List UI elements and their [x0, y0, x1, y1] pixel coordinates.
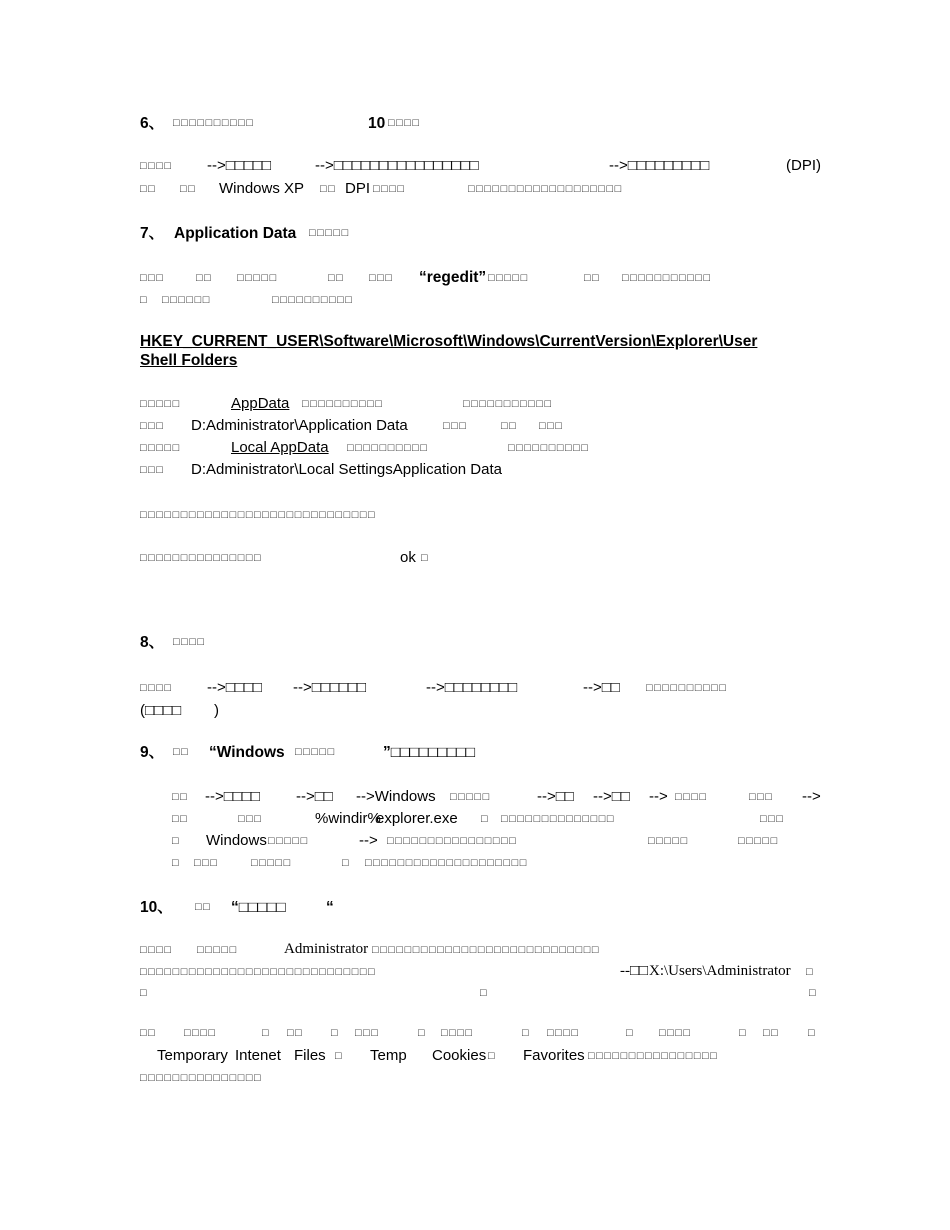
s9-line4-a: □ — [172, 857, 181, 869]
s9-line3-windows: Windows — [206, 832, 267, 849]
heading-9-d: ”□□□□□□□□□ — [383, 744, 476, 761]
s9-line2-b: □□□ — [238, 813, 263, 825]
s10-line4-8: □ — [522, 1027, 531, 1039]
s7-line1-c: □□□□□ — [237, 272, 278, 284]
s10-line5-b: □ — [488, 1050, 497, 1062]
heading-7-title: Application Data — [174, 225, 297, 242]
s6-line1-d: -->□□□□□□□□□ — [609, 157, 710, 174]
s7-line2-a: □ — [140, 294, 149, 306]
s10-line4-6: □ — [418, 1027, 427, 1039]
s10-line4-2: □ — [262, 1027, 271, 1039]
s6-line2-b: □□ — [180, 183, 197, 195]
s10-line3-c: □ — [809, 987, 818, 999]
s9-line2-c: □ — [481, 813, 490, 825]
s7-r3-b: □□□□□□□□□□ — [347, 442, 429, 454]
s9-line2-a: □□ — [172, 813, 189, 825]
s10-line4-13: □□ — [763, 1027, 780, 1039]
s9-line1-f: -->□□ — [537, 788, 574, 805]
s10-line2-a: □□□□□□□□□□□□□□□□□□□□□□□□□□□□□ — [140, 966, 377, 978]
s7-r2-b: □□□ — [443, 420, 468, 432]
s10-line4-11: □□□□ — [659, 1027, 692, 1039]
s9-line1-k: --> — [802, 788, 821, 805]
heading-6-number: 6、 — [140, 115, 165, 132]
s7-line2-b: □□□□□□ — [162, 294, 211, 306]
s10-line4-14: □ — [808, 1027, 817, 1039]
heading-6-text2: □□□□ — [388, 117, 421, 129]
heading-7-number: 7、 — [140, 225, 165, 242]
s9-line3-f: □□□□□ — [738, 835, 779, 847]
s7-regedit: “regedit” — [419, 269, 487, 286]
s7-r3-a: □□□□□ — [140, 442, 181, 454]
s7-line1-e: □□□ — [369, 272, 394, 284]
s10-line4-4: □ — [331, 1027, 340, 1039]
s9-line1-g: -->□□ — [593, 788, 630, 805]
s8-line1-e: -->□□ — [583, 679, 620, 696]
s8-line1-f: □□□□□□□□□□ — [646, 682, 728, 694]
s10-line3-b: □ — [480, 987, 489, 999]
s10-line4-9: □□□□ — [547, 1027, 580, 1039]
s6-line2-a: □□ — [140, 183, 157, 195]
s10-line4-12: □ — [739, 1027, 748, 1039]
s10-line4-3: □□ — [287, 1027, 304, 1039]
s10-line4-7: □□□□ — [441, 1027, 474, 1039]
s9-line1-a: □□ — [172, 791, 189, 803]
s7-r1-a: □□□□□ — [140, 398, 181, 410]
s7-r2-a: □□□ — [140, 420, 165, 432]
s6-line2-c: Windows XP — [219, 180, 305, 197]
s7-para2-b: □ — [421, 552, 430, 564]
heading-7-text: □□□□□ — [309, 227, 350, 239]
s7-line2-c: □□□□□□□□□□ — [272, 294, 354, 306]
s10-users-path: X:\Users\Administrator — [649, 963, 791, 979]
appdata-link: AppData — [231, 395, 290, 412]
s9-line1-c: -->□□ — [296, 788, 333, 805]
heading-6-text: □□□□□□□□□□ — [173, 117, 255, 129]
s9-line3-d: □□□□□□□□□□□□□□□□ — [387, 835, 518, 847]
s9-explorer-exe: explorer.exe — [376, 810, 458, 827]
local-appdata-path: D:Administrator\Local SettingsApplication Data — [191, 461, 502, 478]
s6-line2-d: □□ — [320, 183, 337, 195]
s9-line2-e: □□□ — [760, 813, 785, 825]
s9-line1-b: -->□□□□ — [205, 788, 260, 805]
heading-10-b: “□□□□□ — [231, 899, 286, 916]
heading-9-c: □□□□□ — [295, 746, 336, 758]
s9-line3-a: □ — [172, 835, 181, 847]
s9-line3-c: --> — [359, 832, 378, 849]
s10-temporary: Temporary — [157, 1047, 228, 1064]
registry-key-path: HKEY_CURRENT_USER\Software\Microsoft\Windows\CurrentVersion\Explorer\User — [140, 334, 758, 350]
s10-administrator: Administrator — [284, 941, 369, 957]
s10-line4-0: □□ — [140, 1027, 157, 1039]
s9-line1-i: □□□□ — [675, 791, 708, 803]
s10-files: Files — [294, 1047, 326, 1064]
s7-r1-b: □□□□□□□□□□ — [302, 398, 384, 410]
s8-line1-d: -->□□□□□□□□ — [426, 679, 518, 696]
s8-line2-a: (□□□□ — [140, 702, 182, 719]
s10-intenet: Intenet — [235, 1047, 281, 1064]
s7-line1-b: □□ — [196, 272, 213, 284]
heading-6-num: 10 — [368, 115, 386, 132]
s7-r4-a: □□□ — [140, 464, 165, 476]
s8-line1-c: -->□□□□□□ — [293, 679, 367, 696]
s9-line1-j: □□□ — [749, 791, 774, 803]
s8-line1-b: -->□□□□ — [207, 679, 262, 696]
heading-10-a: □□ — [195, 901, 212, 913]
s10-line4-1: □□□□ — [184, 1027, 217, 1039]
appdata-path: D:Administrator\Application Data — [191, 417, 408, 434]
s6-line1-b: -->□□□□□ — [207, 157, 272, 174]
heading-9-windows: “Windows — [209, 744, 285, 761]
local-appdata-link: Local AppData — [231, 439, 329, 456]
heading-8-number: 8、 — [140, 634, 165, 651]
s10-line2-b: --□□ — [620, 963, 649, 979]
heading-9-number: 9、 — [140, 744, 165, 761]
s10-line1-b: □□□□□ — [197, 944, 238, 956]
s9-line2-d: □□□□□□□□□□□□□□ — [501, 813, 616, 825]
s9-line4-c: □□□□□ — [251, 857, 292, 869]
s6-line2-e: DPI — [345, 180, 371, 197]
registry-key-path-cont: Shell Folders — [140, 352, 238, 369]
s6-line1-e: (DPI) — [786, 157, 821, 174]
s7-r3-c: □□□□□□□□□□ — [508, 442, 590, 454]
s7-r2-c: □□ — [501, 420, 518, 432]
s7-line1-f: □□□□□ — [488, 272, 529, 284]
heading-10-number: 10、 — [140, 899, 173, 916]
s10-line4-5: □□□ — [355, 1027, 380, 1039]
s10-line5-a: □ — [335, 1050, 344, 1062]
s10-cookies: Cookies — [432, 1047, 487, 1064]
s9-windir: %windir% — [315, 810, 381, 827]
s7-line1-g: □□ — [584, 272, 601, 284]
s10-line1-a: □□□□ — [140, 944, 173, 956]
s10-favorites: Favorites — [523, 1047, 585, 1064]
s10-line3-a: □ — [140, 987, 149, 999]
s10-temp: Temp — [370, 1047, 407, 1064]
s10-line2-c: □ — [806, 966, 815, 978]
s7-r1-c: □□□□□□□□□□□ — [463, 398, 553, 410]
s9-line3-e: □□□□□ — [648, 835, 689, 847]
s7-line1-d: □□ — [328, 272, 345, 284]
s6-line2-g: □□□□□□□□□□□□□□□□□□□ — [468, 183, 623, 195]
s10-line5-c: □□□□□□□□□□□□□□□□ — [588, 1050, 719, 1062]
s10-line4-10: □ — [626, 1027, 635, 1039]
s8-line1-a: □□□□ — [140, 682, 173, 694]
heading-9-a: □□ — [173, 746, 190, 758]
s9-line1-h: --> — [649, 788, 668, 805]
heading-8-text: □□□□ — [173, 636, 206, 648]
s7-r2-d: □□□ — [539, 420, 564, 432]
s9-line4-b: □□□ — [194, 857, 219, 869]
s7-para1: □□□□□□□□□□□□□□□□□□□□□□□□□□□□□ — [140, 509, 377, 521]
s6-line2-f: □□□□ — [373, 183, 406, 195]
heading-10-c: “ — [326, 899, 334, 916]
s6-line1-a: □□□□ — [140, 160, 173, 172]
s6-line1-c: -->□□□□□□□□□□□□□□□□ — [315, 157, 479, 174]
s10-line6: □□□□□□□□□□□□□□□ — [140, 1072, 263, 1084]
s7-ok: ok — [400, 549, 416, 566]
s9-line4-e: □□□□□□□□□□□□□□□□□□□□ — [365, 857, 528, 869]
s9-line4-d: □ — [342, 857, 351, 869]
s8-line2-b: ) — [214, 702, 219, 719]
s9-line1-d: -->Windows — [356, 788, 436, 805]
s7-line1-a: □□□ — [140, 272, 165, 284]
s7-line1-h: □□□□□□□□□□□ — [622, 272, 712, 284]
s9-line3-b: □□□□□ — [268, 835, 309, 847]
s7-para2-a: □□□□□□□□□□□□□□□ — [140, 552, 263, 564]
s9-line1-e: □□□□□ — [450, 791, 491, 803]
s10-line1-c: □□□□□□□□□□□□□□□□□□□□□□□□□□□□ — [372, 944, 601, 956]
